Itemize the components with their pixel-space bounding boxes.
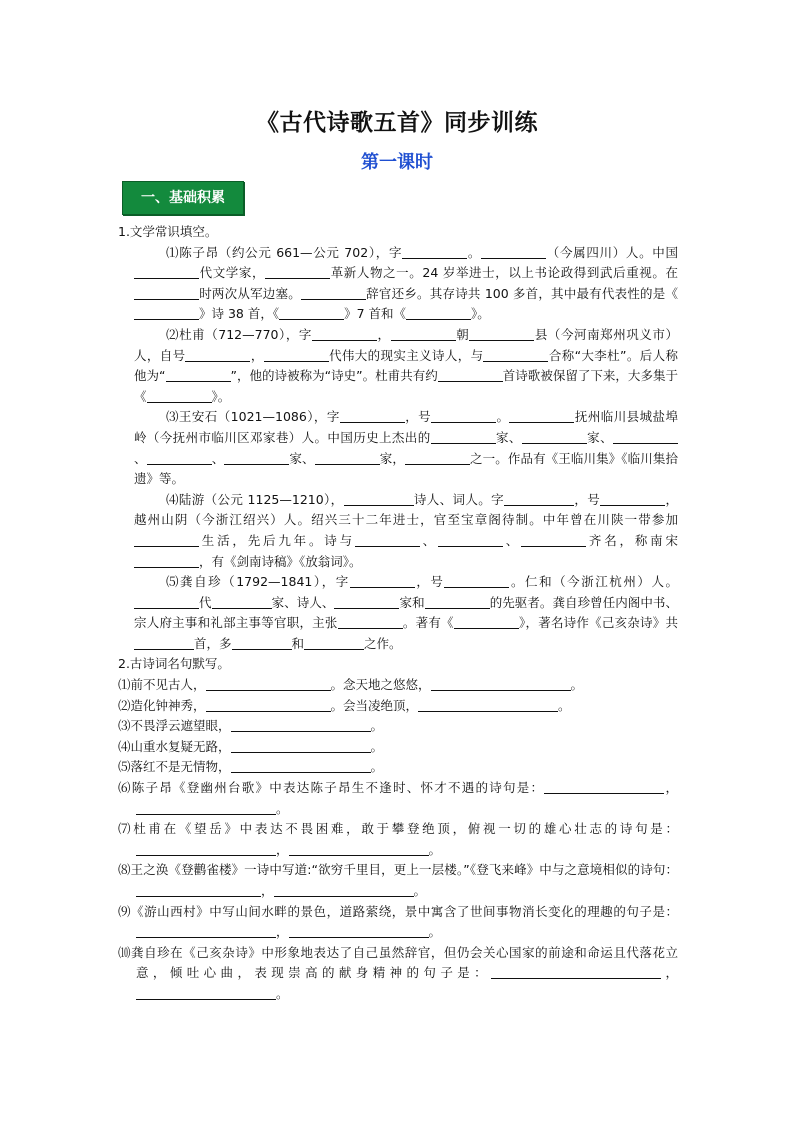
q1-para-4: ⑷陆游（公元 1125—1210）， 诗人、词人。字 ，号 ，越州山阴（今浙江绍兴）人。绍兴三十二年进士，官至宝章阁待制。中年曾在川陕一带参加生活，先后九年。诗与 、 、 齐名，称南宋，有《剑南诗稿》《放翁词》。 — [134, 491, 678, 569]
blank[interactable] — [469, 326, 534, 341]
q2-item-7: ⑺杜甫在《望岳》中表达不畏困难，敢于攀登绝顶，俯视一切的雄心壮志的诗句是：， 。 — [118, 821, 678, 857]
blank[interactable] — [405, 450, 470, 465]
blank[interactable] — [289, 923, 429, 938]
blank[interactable] — [521, 532, 586, 547]
blank[interactable] — [402, 244, 467, 259]
blank[interactable] — [232, 635, 292, 650]
blank[interactable] — [134, 635, 194, 650]
section-badge: 一、基础积累 — [122, 181, 244, 215]
blank[interactable] — [338, 614, 403, 629]
blank[interactable] — [355, 532, 420, 547]
q2-item-4: ⑷山重水复疑无路， 。 — [118, 738, 384, 754]
q1-para-2: ⑵杜甫（712—770），字 ， 朝 县（今河南郑州巩义市）人，自号 ， 代伟大的现实主义诗人，与 合称“大李杜”。后人称他为“ ”，他的诗被称为“诗史”。杜甫共有约 首诗歌被保留了下来，大多集于《 》。 — [134, 326, 678, 404]
blank[interactable] — [274, 882, 414, 897]
blank[interactable] — [315, 450, 380, 465]
question-1-heading: 1.文学常识填空。 — [118, 224, 218, 239]
q1-para-3: ⑶王安石（1021—1086），字 ，号 。 抚州临川县城盐埠岭（今抚州市临川区邓家巷）人。中国历史上杰出的 家、 家、、 、 家、 家， 之一。作品有《王临川集》《临川集拾遗》等。 — [134, 409, 678, 487]
blank[interactable] — [544, 779, 664, 794]
blank[interactable] — [312, 326, 377, 341]
blank[interactable] — [340, 408, 405, 423]
blank[interactable] — [265, 264, 330, 279]
blank[interactable] — [600, 491, 665, 506]
q2-item-2: ⑵造化钟神秀， 。会当凌绝顶， 。 — [118, 697, 571, 713]
question-2-heading: 2.古诗词名句默写。 — [118, 656, 230, 672]
blank[interactable] — [166, 367, 231, 382]
blank[interactable] — [231, 758, 371, 773]
q2-item-8: ⑻王之涣《登鹳雀楼》一诗中写道:“欲穷千里目，更上一层楼。”《登飞来峰》中与之意境相似的诗句：， 。 — [118, 862, 678, 898]
q2-item-3: ⑶不畏浮云遮望眼， 。 — [118, 718, 384, 734]
blank[interactable] — [264, 347, 329, 362]
blank[interactable] — [134, 594, 199, 609]
blank[interactable] — [431, 429, 496, 444]
blank[interactable] — [391, 326, 456, 341]
blank[interactable] — [334, 594, 399, 609]
blank[interactable] — [350, 573, 415, 588]
blank[interactable] — [134, 305, 199, 320]
q2-item-1: ⑴前不见古人， 。念天地之悠悠， 。 — [118, 677, 584, 693]
blank[interactable] — [224, 450, 289, 465]
blank[interactable] — [504, 491, 574, 506]
lesson-subtitle: 第一课时 — [361, 152, 433, 173]
blank[interactable] — [509, 408, 574, 423]
blank[interactable] — [454, 614, 519, 629]
blank[interactable] — [406, 305, 471, 320]
blank[interactable] — [522, 429, 587, 444]
blank[interactable] — [206, 697, 331, 712]
blank[interactable] — [481, 244, 546, 259]
q1-para-5: ⑸龚自珍（1792—1841），字 ，号 。仁和（今浙江杭州）人。代 家、诗人、 家和 的先驱者。龚自珍曾任内阁中书、宗人府主事和礼部主事等官职，主张 。著有《 》，著名诗作《己亥杂诗》共首，多 和 之作。 — [134, 574, 678, 651]
blank[interactable] — [147, 450, 212, 465]
page-title: 《古代诗歌五首》同步训练 — [256, 110, 538, 136]
blank[interactable] — [134, 553, 199, 568]
blank[interactable] — [212, 594, 272, 609]
blank[interactable] — [136, 985, 276, 1000]
blank[interactable] — [206, 676, 331, 691]
blank[interactable] — [304, 635, 364, 650]
blank[interactable] — [483, 347, 548, 362]
blank[interactable] — [185, 347, 250, 362]
blank[interactable] — [136, 923, 276, 938]
blank[interactable] — [231, 717, 371, 732]
q1-para-1: ⑴陈子昂（约公元 661—公元 702），字 。 （今属四川）人。中国代文学家， 革新人物之一。24 岁举进士，以上书论政得到武后重视。在时两次从军边塞。 辞官还乡。其存诗共 100 多首，其中最有代表性的是《》诗 38 首，《 》7 首和《 》。 — [118, 243, 678, 325]
q2-item-9: ⑼《游山西村》中写山间水畔的景色，道路萦绕，景中寓含了世间事物消长变化的理趣的句子是：， 。 — [118, 903, 678, 940]
blank[interactable] — [301, 285, 366, 300]
blank[interactable] — [444, 573, 509, 588]
blank[interactable] — [418, 697, 558, 712]
exercise-content — [118, 222, 678, 1005]
blank[interactable] — [231, 738, 371, 753]
blank[interactable] — [136, 800, 276, 815]
q2-item-10: ⑽龚自珍在《己亥杂诗》中形象地表达了自己虽然辞官，但仍会关心国家的前途和命运且代落花立意，倾吐心曲，表现崇高的献身精神的句子是： ，。 — [118, 944, 678, 1001]
q2-item-6: ⑹陈子昂《登幽州台歌》中表达陈子昂生不逢时、怀才不遇的诗句是： ，。 — [118, 780, 678, 816]
blank[interactable] — [425, 594, 490, 609]
blank[interactable] — [438, 532, 503, 547]
blank[interactable] — [136, 841, 276, 856]
blank[interactable] — [431, 676, 571, 691]
blank[interactable] — [279, 305, 344, 320]
blank[interactable] — [613, 429, 678, 444]
blank[interactable] — [438, 367, 503, 382]
blank[interactable] — [431, 408, 496, 423]
blank[interactable] — [147, 388, 212, 403]
blank[interactable] — [344, 491, 414, 506]
blank[interactable] — [134, 532, 199, 547]
blank[interactable] — [136, 882, 261, 897]
blank[interactable] — [491, 964, 661, 979]
blank[interactable] — [134, 285, 199, 300]
q2-item-5: ⑸落红不是无情物， 。 — [118, 759, 384, 775]
blank[interactable] — [289, 841, 429, 856]
blank[interactable] — [134, 264, 199, 279]
